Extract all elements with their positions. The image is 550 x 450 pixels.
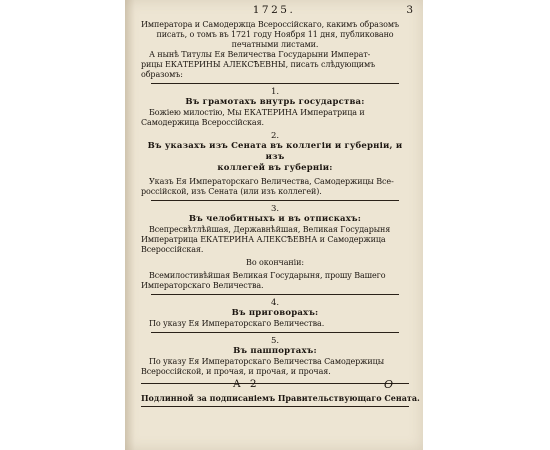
- section-heading: Въ указахъ изъ Сената въ коллегіи и губерніи, и изъ: [147, 141, 403, 162]
- divider: [151, 332, 399, 333]
- section-number: 1.: [270, 87, 280, 97]
- text-line: Божіею милостію, Мы ЕКАТЕРИНА Императрица и: [149, 108, 365, 117]
- section-heading: Въ приговорахъ:: [231, 308, 319, 318]
- section-heading: Въ пашпортахъ:: [233, 346, 317, 356]
- page-footer: [125, 378, 423, 392]
- text-line: Императорскаго Величества.: [141, 281, 264, 290]
- text-line: печатными листами.: [231, 40, 319, 49]
- signature-mark: A 2: [233, 378, 260, 390]
- catchword: О: [383, 378, 393, 391]
- intro-paragraph-2: [141, 50, 409, 80]
- section-heading: Въ грамотахъ внутрь государства:: [185, 97, 365, 107]
- section-heading: коллегей въ губерніи:: [217, 163, 333, 173]
- section-5: [141, 336, 409, 377]
- text-line: А нынѣ Титулы Ея Величества Государыни Императ-: [149, 50, 371, 59]
- running-head: [125, 4, 423, 18]
- divider: [151, 294, 399, 295]
- section-number: 5.: [270, 336, 280, 346]
- book-page: [125, 0, 423, 450]
- text-line: Императрица ЕКАТЕРИНА АЛЕКСѢЕВНА и Самодержица: [141, 235, 386, 244]
- sub-label: Во окончаніи:: [246, 258, 304, 267]
- section-4: [141, 298, 409, 329]
- section-number: 2.: [270, 131, 280, 141]
- text-line: Всепресвѣтлѣйшая, Державнѣйшая, Великая Государыня: [149, 225, 391, 234]
- page-number: 3: [406, 4, 413, 16]
- page-body: [141, 20, 420, 409]
- text-line: Всемилостивѣйшая Великая Государыня, прошу Вашего: [149, 271, 386, 280]
- divider: [151, 200, 399, 201]
- divider: [151, 83, 399, 84]
- text-line: Всероссійская.: [141, 245, 204, 254]
- text-line: Самодержица Всероссійская.: [141, 118, 264, 127]
- section-2: [141, 131, 409, 197]
- header-year: 1725.: [252, 4, 296, 16]
- text-line: По указу Ея Императорскаго Величества.: [149, 319, 325, 328]
- section-heading: Въ челобитныхъ и въ отпискахъ:: [188, 214, 362, 224]
- section-number: 3.: [270, 204, 280, 214]
- text-line: Указъ Ея Императорскаго Величества, Самодержицы Все-: [149, 177, 394, 186]
- section-1: [141, 87, 409, 128]
- intro-paragraph: [141, 20, 409, 50]
- section-3: [141, 204, 409, 291]
- section-number: 4.: [270, 298, 280, 308]
- closing-note: Подлинной за подписаніемъ Правительствующаго Сената.: [141, 393, 420, 403]
- divider: [141, 406, 409, 407]
- text-line: Всероссійской, и прочая, и прочая, и прочая.: [141, 367, 331, 376]
- text-line: Императора и Самодержца Всероссійскаго, какимъ образомъ: [141, 20, 399, 29]
- text-line: По указу Ея Императорскаго Величества Самодержицы: [149, 357, 384, 366]
- text-line: россійской, изъ Сената (или изъ коллегей).: [141, 187, 322, 196]
- text-line: образомъ:: [141, 70, 183, 79]
- text-line: писать, о томъ въ 1721 году Ноября 11 дня, публиковано: [156, 30, 394, 39]
- text-line: рицы ЕКАТЕРИНЫ АЛЕКСѢЕВНЫ, писать слѣдующимъ: [141, 60, 376, 69]
